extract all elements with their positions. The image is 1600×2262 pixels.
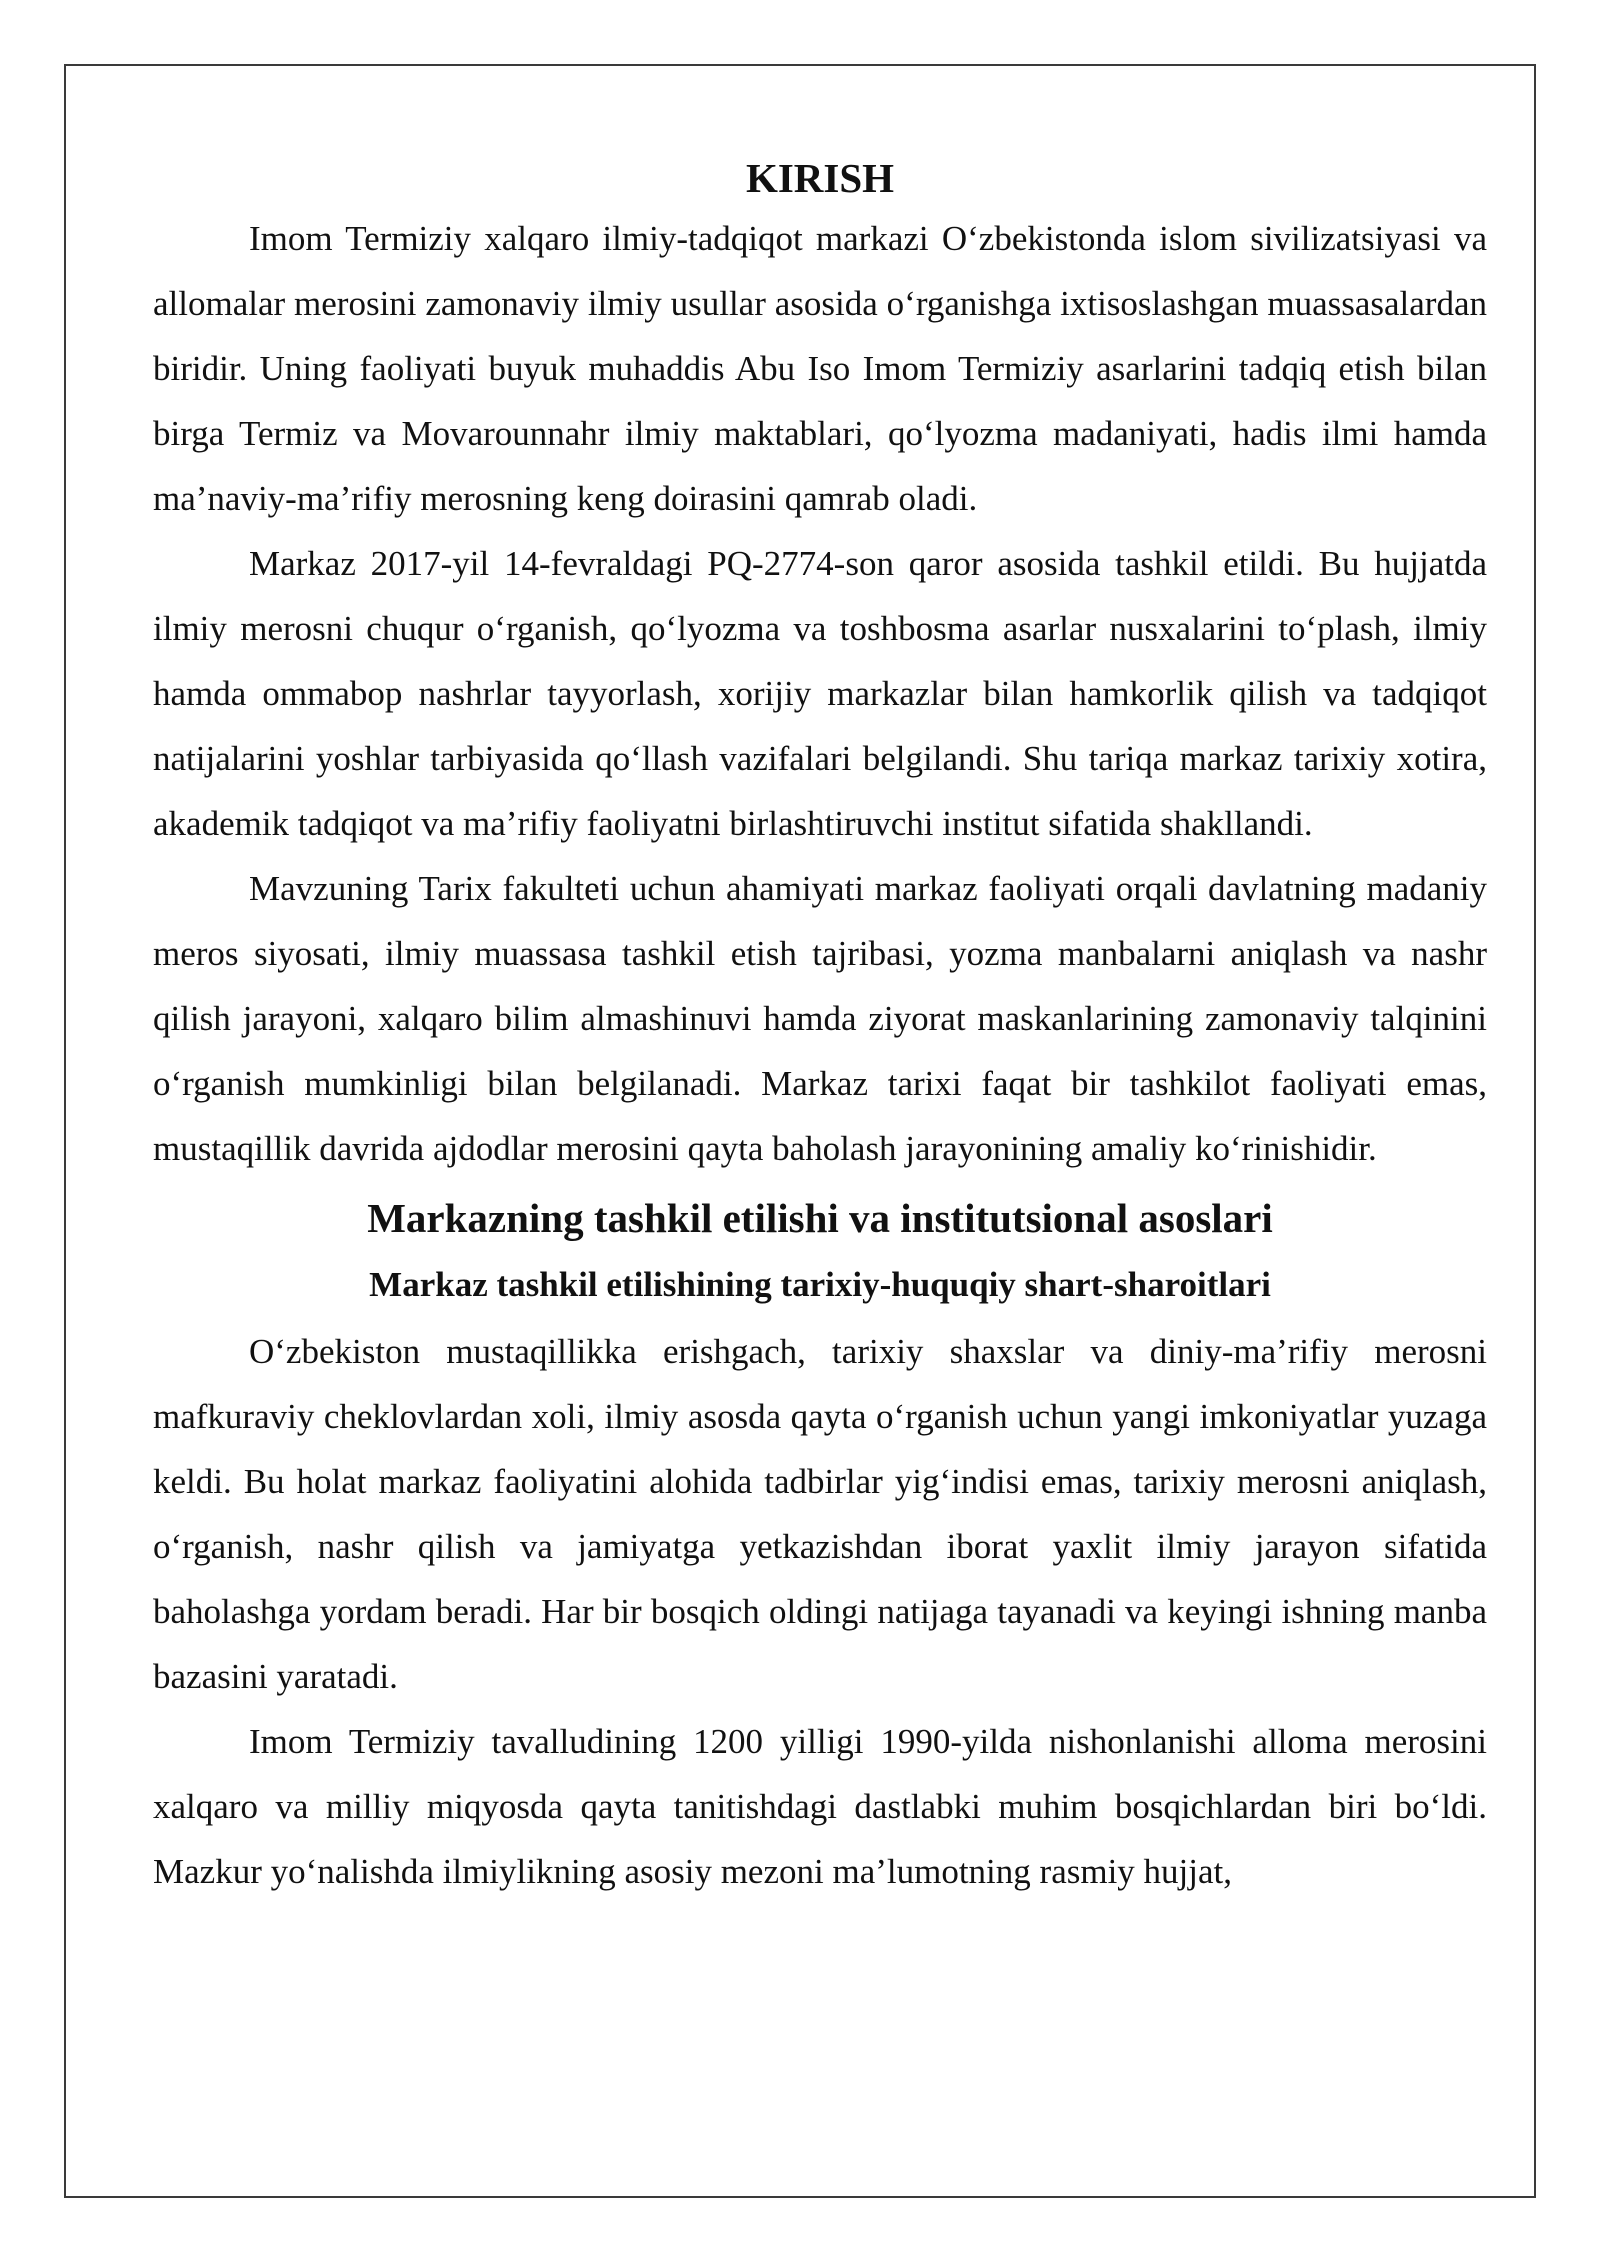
intro-paragraph-3: Mavzuning Tarix fakulteti uchun ahamiyati markaz faoliyati orqali davlatning madaniy meros siyosati, ilmiy muassasa tashkil etish tajribasi, yozma manbalarni aniqlash va nashr qilish jarayoni, xalqaro bilim almashinuvi hamda ziyorat maskanlarining zamonaviy talqinini o‘rganish mumkinligi bilan belgilanadi. Markaz tarixi faqat bir tashkilot faoliyati emas, mustaqillik davrida ajdodlar merosini qayta baholash jarayonining amaliy ko‘rinishidir. — [153, 869, 1487, 1168]
section-paragraph-2: Imom Termiziy tavalludining 1200 yilligi 1990-yilda nishonlanishi alloma merosini xalqaro va milliy miqyosda qayta tanitishdagi dastlabki muhim bosqichlardan biri bo‘ldi. Mazkur yo‘nalishda ilmiylikning asosiy mezoni ma’lumotning rasmiy hujjat, — [153, 1722, 1487, 1891]
document-title: KIRISH — [745, 155, 895, 201]
section-heading: Markazning tashkil etilishi va institutsional asoslari — [367, 1195, 1273, 1241]
intro-paragraph-1: Imom Termiziy xalqaro ilmiy-tadqiqot markazi O‘zbekistonda islom sivilizatsiyasi va allomalar merosini zamonaviy ilmiy usullar asosida o‘rganishga ixtisoslashgan muassasalardan biridir. Uning faoliyati buyuk muhaddis Abu Iso Imom Termiziy asarlarini tadqiq etish bilan birga Termiz va Movarounnahr ilmiy maktablari, qo‘lyozma madaniyati, hadis ilmi hamda ma’naviy-ma’rifiy merosning keng doirasini qamrab oladi. — [153, 219, 1487, 518]
document-body — [153, 150, 1487, 1904]
intro-paragraph-2: Markaz 2017-yil 14-fevraldagi PQ-2774-son qaror asosida tashkil etildi. Bu hujjatda ilmiy merosni chuqur o‘rganish, qo‘lyozma va toshbosma asarlar nusxalarini to‘plash, ilmiy hamda ommabop nashrlar tayyorlash, xorijiy markazlar bilan hamkorlik qilish va tadqiqot natijalarini yoshlar tarbiyasida qo‘llash vazifalari belgilandi. Shu tariqa markaz tarixiy xotira, akademik tadqiqot va ma’rifiy faoliyatni birlashtiruvchi institut sifatida shakllandi. — [153, 544, 1487, 843]
section-paragraph-1: O‘zbekiston mustaqillikka erishgach, tarixiy shaxslar va diniy-ma’rifiy merosni mafkuraviy cheklovlardan xoli, ilmiy asosda qayta o‘rganish uchun yangi imkoniyatlar yuzaga keldi. Bu holat markaz faoliyatini alohida tadbirlar yig‘indisi emas, tarixiy merosni aniqlash, o‘rganish, nashr qilish va jamiyatga yetkazishdan iborat yaxlit ilmiy jarayon sifatida baholashga yordam beradi. Har bir bosqich oldingi natijaga tayanadi va keyingi ishning manba bazasini yaratadi. — [153, 1332, 1487, 1696]
subsection-heading: Markaz tashkil etilishining tarixiy-huquqiy shart-sharoitlari — [369, 1265, 1271, 1304]
